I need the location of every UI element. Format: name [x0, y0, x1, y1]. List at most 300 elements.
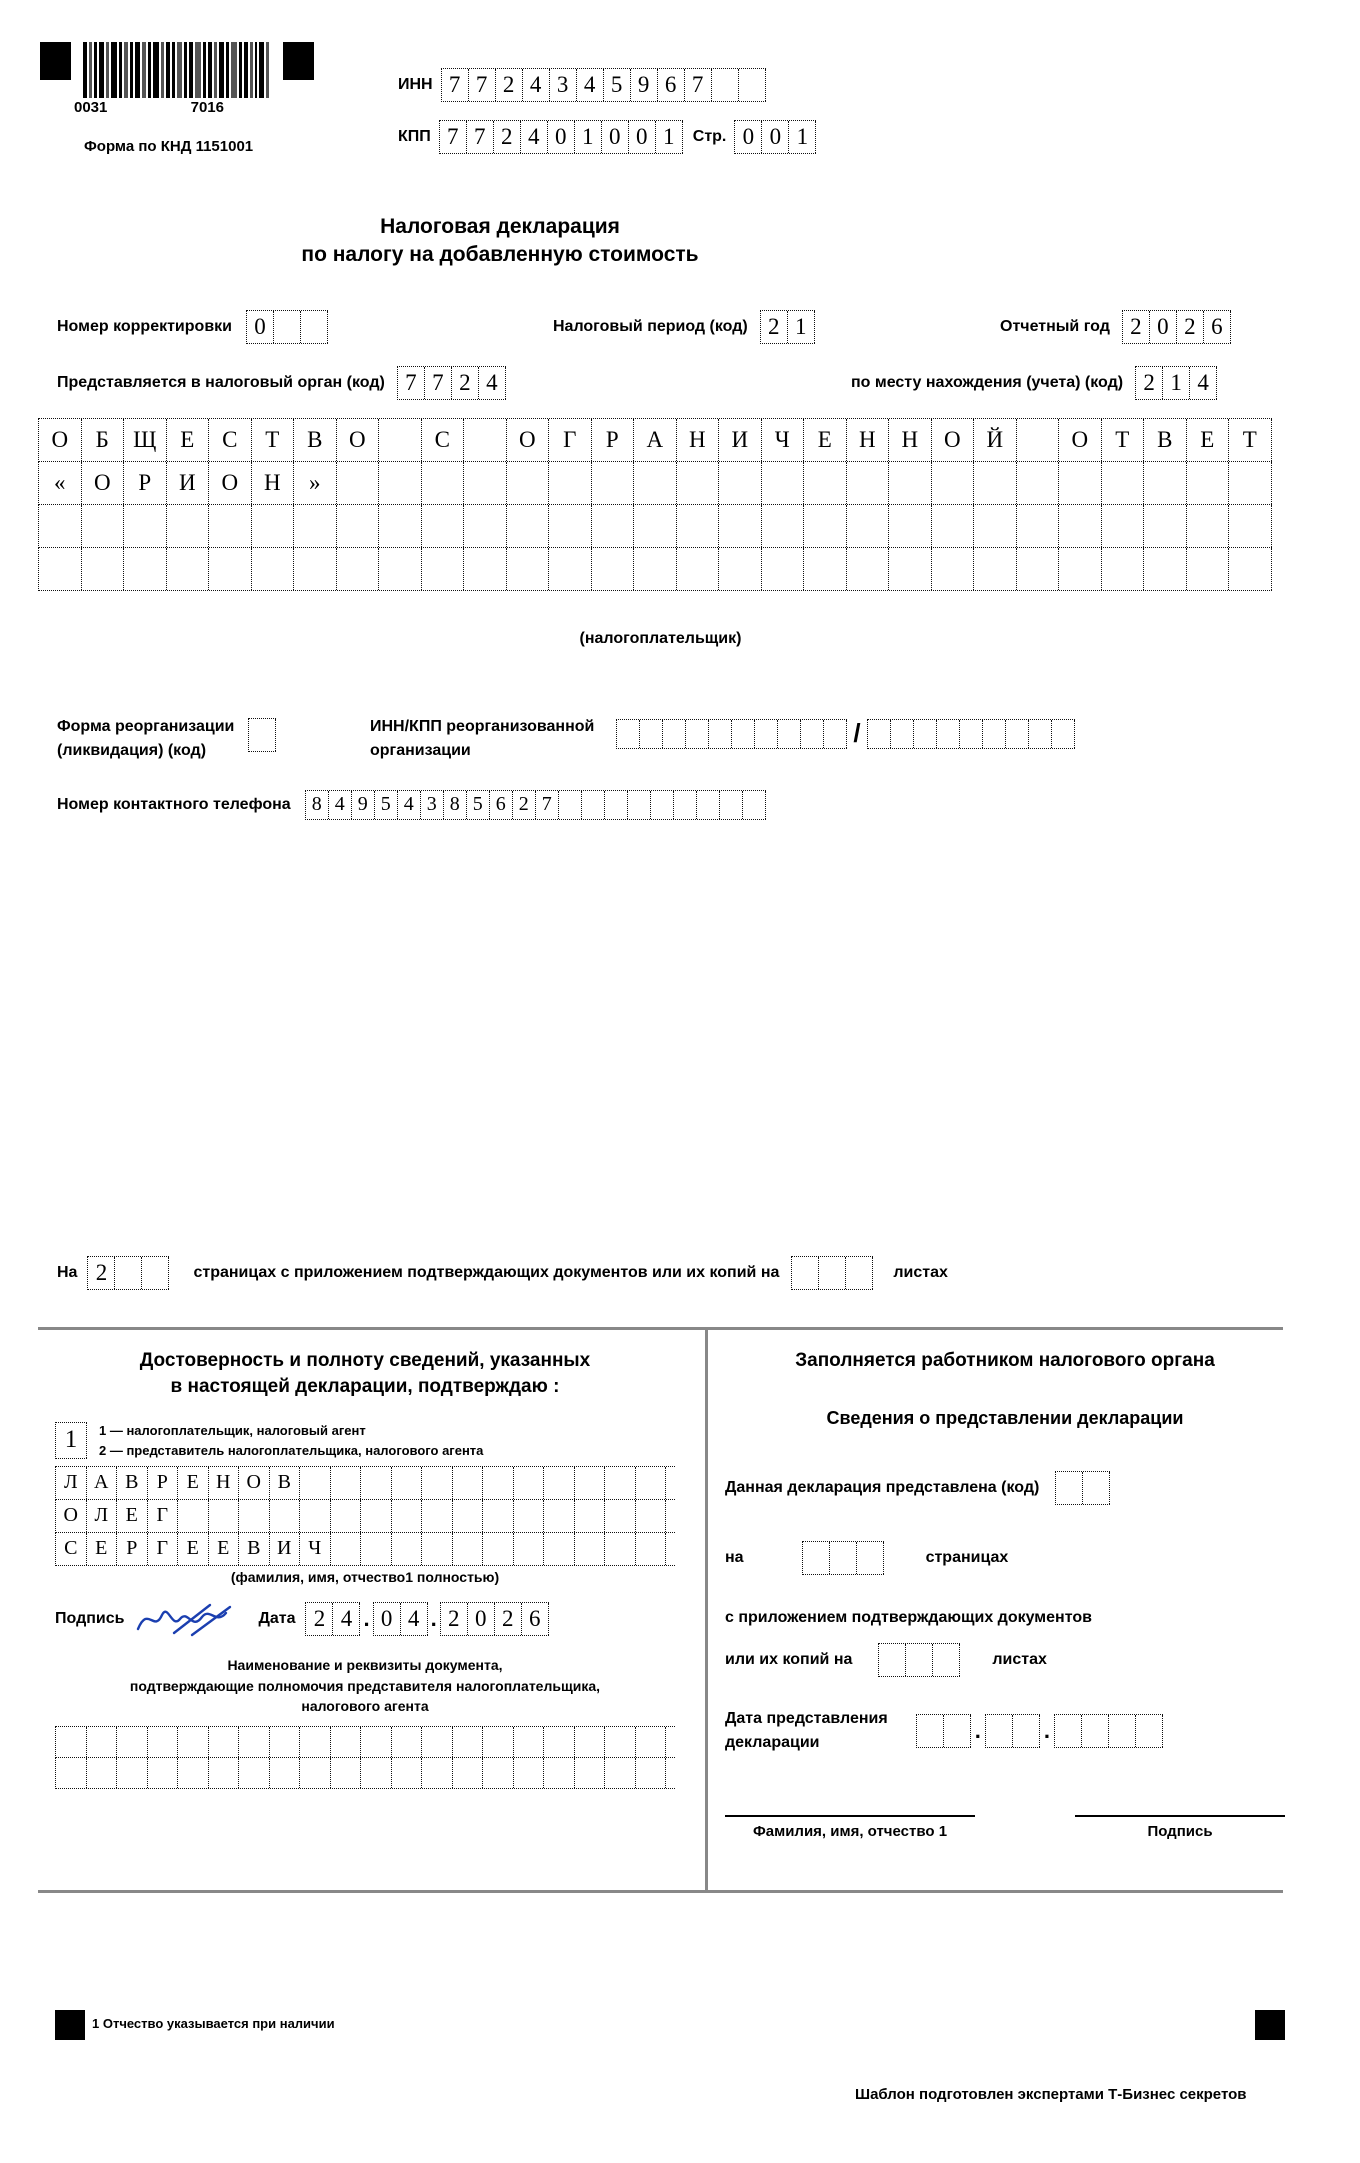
char-cell[interactable]: [507, 462, 550, 504]
char-cell[interactable]: [1017, 419, 1060, 461]
char-cell[interactable]: [1187, 548, 1230, 590]
char-cell[interactable]: А: [634, 419, 677, 461]
char-row[interactable]: [38, 418, 1272, 462]
authority-document-field[interactable]: [55, 1726, 675, 1789]
char-cell[interactable]: [379, 419, 422, 461]
char-cell[interactable]: [1013, 1715, 1040, 1747]
char-cell[interactable]: [331, 1758, 362, 1788]
char-cell[interactable]: [464, 548, 507, 590]
char-cell[interactable]: [605, 1533, 636, 1565]
char-cell[interactable]: [379, 548, 422, 590]
char-row[interactable]: [55, 1758, 675, 1789]
char-cell[interactable]: 1: [575, 121, 602, 153]
char-cell[interactable]: 1: [1163, 367, 1190, 399]
char-cell[interactable]: [422, 1500, 453, 1532]
char-cell[interactable]: [592, 462, 635, 504]
char-row[interactable]: [55, 1500, 675, 1533]
char-cell[interactable]: [148, 1758, 179, 1788]
char-cell[interactable]: [933, 1644, 960, 1676]
char-row[interactable]: [38, 548, 1272, 591]
report-year-field[interactable]: [1122, 310, 1231, 344]
char-cell[interactable]: [847, 505, 890, 547]
char-cell[interactable]: [801, 720, 824, 748]
char-cell[interactable]: [422, 548, 465, 590]
char-cell[interactable]: [605, 791, 628, 819]
char-cell[interactable]: 7: [469, 69, 496, 101]
char-cell[interactable]: Г: [148, 1533, 179, 1565]
char-cell[interactable]: 0: [735, 121, 762, 153]
char-cell[interactable]: 7: [425, 367, 452, 399]
char-cell[interactable]: [720, 791, 743, 819]
char-cell[interactable]: [778, 720, 801, 748]
char-cell[interactable]: 6: [658, 69, 685, 101]
char-cell[interactable]: Р: [592, 419, 635, 461]
char-cell[interactable]: [889, 548, 932, 590]
char-cell[interactable]: [712, 69, 739, 101]
official-date-year-field[interactable]: [1054, 1714, 1163, 1748]
char-cell[interactable]: [762, 462, 805, 504]
char-cell[interactable]: [582, 791, 605, 819]
char-cell[interactable]: 2: [88, 1257, 115, 1289]
taxpayer-name-field[interactable]: [38, 418, 1272, 591]
char-cell[interactable]: [1102, 548, 1145, 590]
char-cell[interactable]: [300, 1500, 331, 1532]
char-cell[interactable]: Н: [677, 419, 720, 461]
char-cell[interactable]: [743, 791, 766, 819]
char-cell[interactable]: [148, 1727, 179, 1757]
char-cell[interactable]: 2: [1177, 311, 1204, 343]
tax-authority-field[interactable]: [397, 366, 506, 400]
char-cell[interactable]: [1059, 505, 1102, 547]
char-cell[interactable]: [331, 1727, 362, 1757]
char-cell[interactable]: Т: [1229, 419, 1272, 461]
char-cell[interactable]: [453, 1500, 484, 1532]
char-cell[interactable]: [514, 1467, 545, 1499]
char-cell[interactable]: [1187, 462, 1230, 504]
sheets-count-field[interactable]: [791, 1256, 873, 1290]
char-cell[interactable]: [1136, 1715, 1163, 1747]
char-cell[interactable]: 0: [1150, 311, 1177, 343]
char-cell[interactable]: Е: [87, 1533, 118, 1565]
char-cell[interactable]: [392, 1533, 423, 1565]
char-cell[interactable]: 4: [479, 367, 506, 399]
char-cell[interactable]: [640, 720, 663, 748]
char-cell[interactable]: 4: [521, 121, 548, 153]
char-cell[interactable]: [56, 1758, 87, 1788]
char-cell[interactable]: [592, 505, 635, 547]
char-cell[interactable]: [544, 1500, 575, 1532]
reorg-form-code-field[interactable]: [248, 718, 276, 752]
char-cell[interactable]: [857, 1542, 884, 1574]
char-cell[interactable]: »: [294, 462, 337, 504]
char-cell[interactable]: 2: [452, 367, 479, 399]
char-cell[interactable]: [983, 720, 1006, 748]
signature-area[interactable]: [134, 1599, 252, 1639]
reorg-inn-field[interactable]: [616, 719, 847, 749]
char-cell[interactable]: 2: [761, 311, 788, 343]
char-cell[interactable]: [914, 720, 937, 748]
sign-date-day-field[interactable]: [305, 1602, 360, 1636]
page-number-field[interactable]: [734, 120, 816, 154]
char-cell[interactable]: О: [56, 1500, 87, 1532]
char-cell[interactable]: [464, 462, 507, 504]
char-cell[interactable]: 2: [513, 791, 536, 819]
char-cell[interactable]: [270, 1727, 301, 1757]
char-cell[interactable]: [270, 1500, 301, 1532]
char-cell[interactable]: [301, 311, 328, 343]
char-cell[interactable]: 3: [550, 69, 577, 101]
char-cell[interactable]: Н: [889, 419, 932, 461]
char-cell[interactable]: 4: [333, 1603, 360, 1635]
char-cell[interactable]: [697, 791, 720, 819]
char-cell[interactable]: 6: [490, 791, 513, 819]
char-cell[interactable]: 7: [440, 121, 467, 153]
char-cell[interactable]: [1006, 720, 1029, 748]
char-cell[interactable]: [209, 505, 252, 547]
char-cell[interactable]: [422, 1758, 453, 1788]
char-cell[interactable]: [115, 1257, 142, 1289]
char-cell[interactable]: 1: [788, 311, 815, 343]
char-cell[interactable]: [464, 505, 507, 547]
char-cell[interactable]: [1029, 720, 1052, 748]
phone-field[interactable]: [305, 790, 766, 820]
char-cell[interactable]: 0: [247, 311, 274, 343]
char-row[interactable]: [55, 1533, 675, 1566]
char-cell[interactable]: 2: [495, 1603, 522, 1635]
char-cell[interactable]: [379, 505, 422, 547]
char-cell[interactable]: 1: [656, 121, 683, 153]
char-cell[interactable]: [803, 1542, 830, 1574]
char-cell[interactable]: 2: [494, 121, 521, 153]
char-cell[interactable]: [732, 720, 755, 748]
char-cell[interactable]: [792, 1257, 819, 1289]
char-cell[interactable]: 6: [522, 1603, 549, 1635]
char-cell[interactable]: [39, 505, 82, 547]
char-cell[interactable]: Ч: [300, 1533, 331, 1565]
char-cell[interactable]: 7: [467, 121, 494, 153]
char-cell[interactable]: [379, 462, 422, 504]
char-cell[interactable]: [392, 1758, 423, 1788]
char-cell[interactable]: [636, 1533, 667, 1565]
signer-code-field[interactable]: [55, 1422, 87, 1459]
reorg-kpp-field[interactable]: [867, 719, 1075, 749]
char-cell[interactable]: 5: [604, 69, 631, 101]
char-cell[interactable]: [300, 1727, 331, 1757]
char-cell[interactable]: [960, 720, 983, 748]
char-cell[interactable]: [889, 505, 932, 547]
char-cell[interactable]: Е: [117, 1500, 148, 1532]
char-cell[interactable]: [677, 462, 720, 504]
char-cell[interactable]: 2: [441, 1603, 468, 1635]
char-cell[interactable]: [575, 1467, 606, 1499]
char-cell[interactable]: [917, 1715, 944, 1747]
char-cell[interactable]: В: [239, 1533, 270, 1565]
char-cell[interactable]: [239, 1500, 270, 1532]
char-cell[interactable]: О: [1059, 419, 1102, 461]
char-cell[interactable]: [39, 548, 82, 590]
char-cell[interactable]: Н: [209, 1467, 240, 1499]
char-cell[interactable]: [209, 548, 252, 590]
char-cell[interactable]: [178, 1500, 209, 1532]
char-cell[interactable]: [932, 462, 975, 504]
char-cell[interactable]: [87, 1758, 118, 1788]
char-cell[interactable]: О: [39, 419, 82, 461]
char-cell[interactable]: Е: [167, 419, 210, 461]
char-cell[interactable]: [889, 462, 932, 504]
char-cell[interactable]: 4: [329, 791, 352, 819]
char-row[interactable]: [55, 1726, 675, 1758]
char-cell[interactable]: 0: [374, 1603, 401, 1635]
char-cell[interactable]: Щ: [124, 419, 167, 461]
char-cell[interactable]: [1083, 1472, 1110, 1504]
char-cell[interactable]: О: [82, 462, 125, 504]
char-cell[interactable]: [1144, 548, 1187, 590]
char-cell[interactable]: [804, 548, 847, 590]
char-cell[interactable]: [252, 505, 295, 547]
char-cell[interactable]: [1059, 462, 1102, 504]
char-cell[interactable]: [167, 505, 210, 547]
char-cell[interactable]: 9: [631, 69, 658, 101]
char-cell[interactable]: [1059, 548, 1102, 590]
char-cell[interactable]: 0: [468, 1603, 495, 1635]
char-row[interactable]: [38, 462, 1272, 505]
char-cell[interactable]: [544, 1727, 575, 1757]
char-cell[interactable]: [337, 505, 380, 547]
char-cell[interactable]: [549, 462, 592, 504]
char-cell[interactable]: [422, 462, 465, 504]
char-cell[interactable]: [514, 1727, 545, 1757]
char-cell[interactable]: [1017, 548, 1060, 590]
char-cell[interactable]: [937, 720, 960, 748]
char-cell[interactable]: [142, 1257, 169, 1289]
tax-period-field[interactable]: [760, 310, 815, 344]
char-cell[interactable]: [686, 720, 709, 748]
char-cell[interactable]: [974, 505, 1017, 547]
char-cell[interactable]: [209, 1758, 240, 1788]
char-cell[interactable]: [974, 462, 1017, 504]
char-cell[interactable]: [636, 1727, 667, 1757]
char-cell[interactable]: [239, 1758, 270, 1788]
char-cell[interactable]: И: [719, 419, 762, 461]
char-cell[interactable]: [636, 1467, 667, 1499]
char-cell[interactable]: [82, 548, 125, 590]
char-cell[interactable]: [628, 791, 651, 819]
char-cell[interactable]: [422, 1727, 453, 1757]
char-cell[interactable]: [709, 720, 732, 748]
char-cell[interactable]: [392, 1727, 423, 1757]
char-cell[interactable]: [544, 1533, 575, 1565]
char-cell[interactable]: [634, 548, 677, 590]
char-cell[interactable]: 4: [401, 1603, 428, 1635]
char-cell[interactable]: [209, 1500, 240, 1532]
char-cell[interactable]: [117, 1727, 148, 1757]
char-cell[interactable]: [1017, 462, 1060, 504]
char-cell[interactable]: [514, 1758, 545, 1788]
char-cell[interactable]: 1: [56, 1423, 87, 1458]
char-cell[interactable]: [755, 720, 778, 748]
char-cell[interactable]: [651, 791, 674, 819]
char-cell[interactable]: [483, 1758, 514, 1788]
char-cell[interactable]: 0: [629, 121, 656, 153]
char-cell[interactable]: [544, 1467, 575, 1499]
official-date-month-field[interactable]: [985, 1714, 1040, 1748]
char-cell[interactable]: [830, 1542, 857, 1574]
char-cell[interactable]: [575, 1727, 606, 1757]
char-cell[interactable]: 2: [1123, 311, 1150, 343]
char-cell[interactable]: [605, 1500, 636, 1532]
char-cell[interactable]: [300, 1758, 331, 1788]
char-cell[interactable]: [1144, 462, 1187, 504]
char-cell[interactable]: 2: [496, 69, 523, 101]
char-cell[interactable]: И: [270, 1533, 301, 1565]
char-cell[interactable]: 4: [398, 791, 421, 819]
char-cell[interactable]: [575, 1758, 606, 1788]
char-cell[interactable]: [592, 548, 635, 590]
char-cell[interactable]: [274, 311, 301, 343]
char-cell[interactable]: О: [337, 419, 380, 461]
pages-count-field[interactable]: [87, 1256, 169, 1290]
char-cell[interactable]: [483, 1467, 514, 1499]
char-cell[interactable]: [422, 505, 465, 547]
char-cell[interactable]: [575, 1500, 606, 1532]
char-cell[interactable]: [82, 505, 125, 547]
char-cell[interactable]: Б: [82, 419, 125, 461]
char-cell[interactable]: [819, 1257, 846, 1289]
char-cell[interactable]: [337, 548, 380, 590]
char-cell[interactable]: [804, 505, 847, 547]
char-cell[interactable]: [677, 505, 720, 547]
char-cell[interactable]: [337, 462, 380, 504]
char-cell[interactable]: 4: [523, 69, 550, 101]
char-cell[interactable]: [87, 1727, 118, 1757]
char-cell[interactable]: [249, 719, 276, 751]
char-cell[interactable]: [178, 1727, 209, 1757]
char-cell[interactable]: [846, 1257, 873, 1289]
char-cell[interactable]: [1229, 505, 1272, 547]
char-cell[interactable]: [605, 1467, 636, 1499]
char-cell[interactable]: Г: [148, 1500, 179, 1532]
char-cell[interactable]: [483, 1500, 514, 1532]
char-cell[interactable]: Р: [117, 1533, 148, 1565]
char-row[interactable]: [38, 505, 1272, 548]
char-cell[interactable]: 1: [789, 121, 816, 153]
char-cell[interactable]: [1102, 505, 1145, 547]
char-cell[interactable]: [986, 1715, 1013, 1747]
location-code-field[interactable]: [1135, 366, 1217, 400]
char-cell[interactable]: О: [932, 419, 975, 461]
char-cell[interactable]: [361, 1727, 392, 1757]
char-cell[interactable]: [636, 1758, 667, 1788]
char-cell[interactable]: О: [507, 419, 550, 461]
char-cell[interactable]: С: [209, 419, 252, 461]
char-cell[interactable]: [422, 1533, 453, 1565]
char-cell[interactable]: [549, 505, 592, 547]
char-cell[interactable]: [294, 505, 337, 547]
char-cell[interactable]: 8: [444, 791, 467, 819]
char-cell[interactable]: [209, 1727, 240, 1757]
char-cell[interactable]: [270, 1758, 301, 1788]
char-cell[interactable]: С: [56, 1533, 87, 1565]
char-cell[interactable]: 7: [536, 791, 559, 819]
char-cell[interactable]: [804, 462, 847, 504]
char-cell[interactable]: [544, 1758, 575, 1788]
char-cell[interactable]: [167, 548, 210, 590]
char-row[interactable]: [55, 1466, 675, 1500]
signer-name-field[interactable]: [55, 1466, 675, 1566]
submitted-code-field[interactable]: [1055, 1471, 1110, 1505]
char-cell[interactable]: [634, 505, 677, 547]
char-cell[interactable]: [331, 1533, 362, 1565]
char-cell[interactable]: «: [39, 462, 82, 504]
char-cell[interactable]: Е: [1187, 419, 1230, 461]
char-cell[interactable]: 7: [685, 69, 712, 101]
char-cell[interactable]: О: [209, 462, 252, 504]
char-cell[interactable]: [453, 1467, 484, 1499]
char-cell[interactable]: [891, 720, 914, 748]
char-cell[interactable]: [617, 720, 640, 748]
char-cell[interactable]: [1187, 505, 1230, 547]
char-cell[interactable]: [361, 1758, 392, 1788]
char-cell[interactable]: [634, 462, 677, 504]
char-cell[interactable]: [719, 462, 762, 504]
char-cell[interactable]: [739, 69, 766, 101]
char-cell[interactable]: [636, 1500, 667, 1532]
correction-field[interactable]: [246, 310, 328, 344]
char-cell[interactable]: [1229, 548, 1272, 590]
char-cell[interactable]: 2: [306, 1603, 333, 1635]
char-cell[interactable]: В: [1144, 419, 1187, 461]
char-cell[interactable]: [331, 1467, 362, 1499]
char-cell[interactable]: [392, 1500, 423, 1532]
char-cell[interactable]: [847, 462, 890, 504]
char-cell[interactable]: Е: [804, 419, 847, 461]
char-cell[interactable]: Р: [148, 1467, 179, 1499]
char-cell[interactable]: 0: [548, 121, 575, 153]
char-cell[interactable]: [361, 1467, 392, 1499]
char-cell[interactable]: [252, 548, 295, 590]
char-cell[interactable]: [847, 548, 890, 590]
char-cell[interactable]: 5: [375, 791, 398, 819]
char-cell[interactable]: [868, 720, 891, 748]
char-cell[interactable]: 0: [602, 121, 629, 153]
char-cell[interactable]: Й: [974, 419, 1017, 461]
char-cell[interactable]: 2: [1136, 367, 1163, 399]
char-cell[interactable]: В: [294, 419, 337, 461]
char-cell[interactable]: [124, 548, 167, 590]
official-pages-field[interactable]: [802, 1541, 884, 1575]
char-cell[interactable]: [575, 1533, 606, 1565]
char-cell[interactable]: [1055, 1715, 1082, 1747]
char-cell[interactable]: [879, 1644, 906, 1676]
char-cell[interactable]: [422, 1467, 453, 1499]
char-cell[interactable]: [239, 1727, 270, 1757]
char-cell[interactable]: 6: [1204, 311, 1231, 343]
char-cell[interactable]: [719, 505, 762, 547]
char-cell[interactable]: [117, 1758, 148, 1788]
char-cell[interactable]: [944, 1715, 971, 1747]
char-cell[interactable]: 0: [762, 121, 789, 153]
char-cell[interactable]: 9: [352, 791, 375, 819]
char-cell[interactable]: Т: [252, 419, 295, 461]
sign-date-year-field[interactable]: [440, 1602, 549, 1636]
char-cell[interactable]: А: [87, 1467, 118, 1499]
char-cell[interactable]: [453, 1533, 484, 1565]
char-cell[interactable]: Н: [847, 419, 890, 461]
char-cell[interactable]: [1082, 1715, 1109, 1747]
char-cell[interactable]: [483, 1533, 514, 1565]
char-cell[interactable]: [124, 505, 167, 547]
char-cell[interactable]: Н: [252, 462, 295, 504]
